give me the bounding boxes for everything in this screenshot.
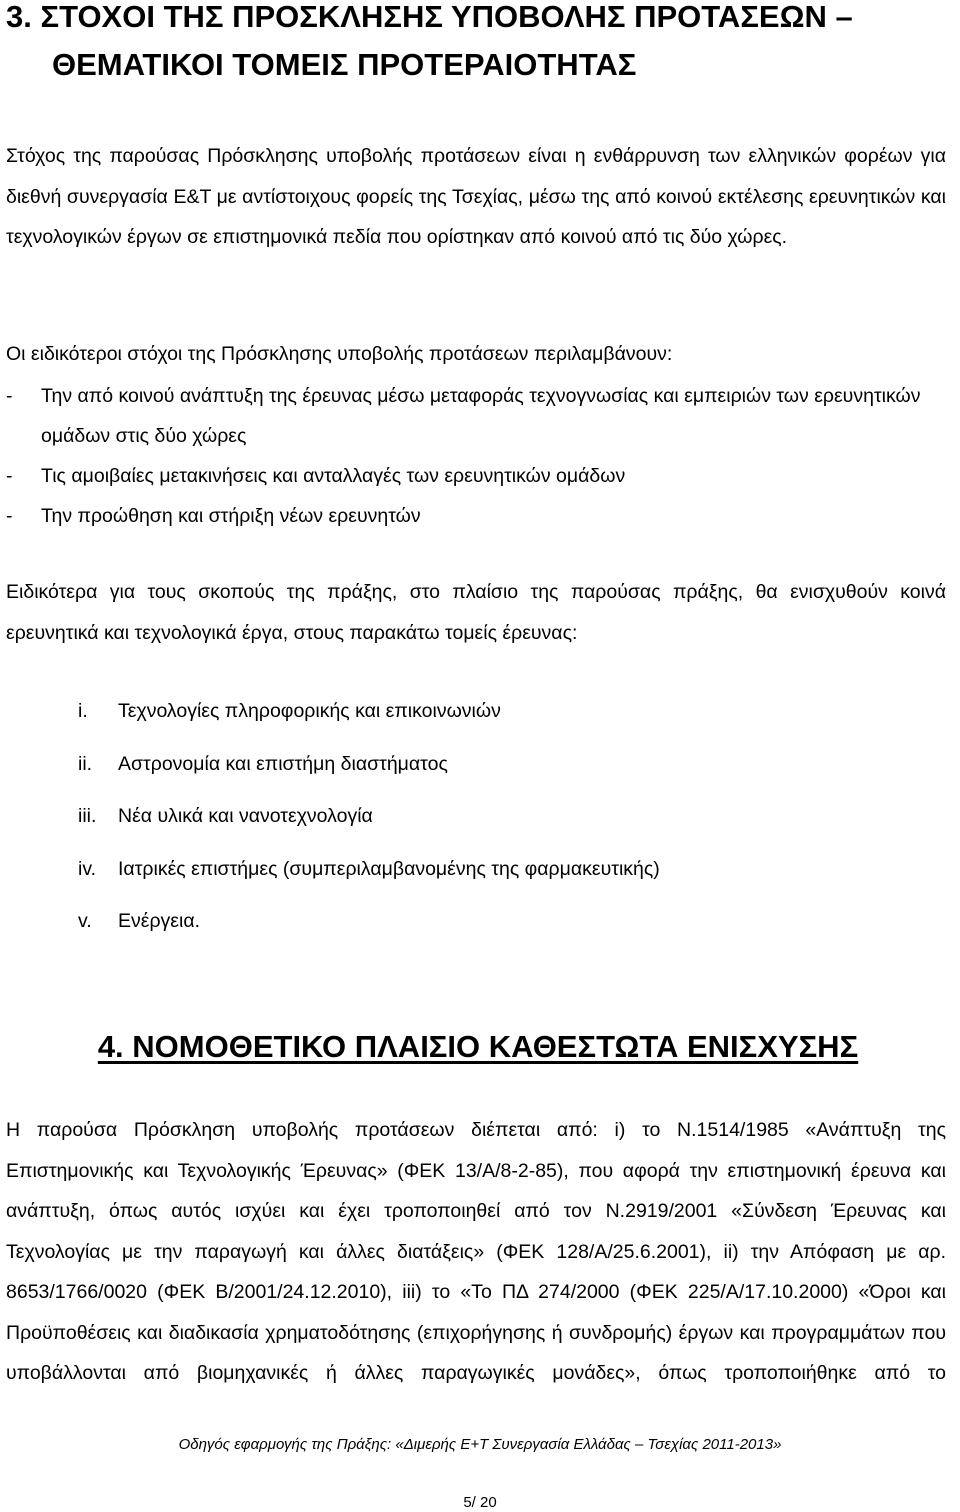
list-item xyxy=(6,376,950,456)
list-item-number: iii. xyxy=(78,805,97,827)
section-3-heading-line-2: ΘΕΜΑΤΙΚΟΙ ΤΟΜΕΙΣ ΠΡΟΤΕΡΑΙΟΤΗΤΑΣ xyxy=(52,47,637,82)
list-item xyxy=(78,801,938,854)
list-item-text: Νέα υλικά και νανοτεχνολογία xyxy=(118,805,373,827)
list-item xyxy=(6,496,950,536)
section-4-heading: 4. ΝΟΜΟΘΕΤΙΚΟ ΠΛΑΙΣΙΟ ΚΑΘΕΣΤΩΤΑ ΕΝΙΣΧΥΣΗΣ xyxy=(97,1029,859,1064)
list-item-number: v. xyxy=(78,910,92,932)
list-item xyxy=(6,456,950,496)
sectors-intro: Ειδικότερα για τους σκοπούς της πράξης, στο πλαίσιο της παρούσας πράξης, θα ενισχυθούν κοινά ερευνητικά και τεχνολογικά έργα, στους παρακάτω τομείς έρευνας: xyxy=(6,581,946,644)
footer-guide-title: Οδηγός εφαρμογής της Πράξης: «Διμερής Ε+Τ Συνεργασία Ελλάδας – Τσεχίας 2011-2013» xyxy=(178,1436,782,1453)
legal-framework-paragraph: Η παρούσα Πρόσκληση υποβολής προτάσεων διέπεται από: i) το Ν.1514/1985 «Ανάπτυξη της Επιστημονικής και Τεχνολογικής Έρευνας» (ΦΕΚ 13/Α/8-2-85), που αφορά την επιστημονική έρευνα και ανάπτυξη, όπως αυτός ισχύει και έχει τροποποιηθεί από τον Ν.2919/2001 «Σύνδεση Έρευνας και Τεχνολογίας με την παραγωγή και άλλες διατάξεις» (ΦΕΚ 128/Α/25.6.2001), ii) την Απόφαση με αρ. 8653/1766/0020 (ΦΕΚ Β/2001/24.12.2010), iii) το «Το ΠΔ 274/2000 (ΦΕΚ 225/Α/17.10.2000) «Όροι και Προϋποθέσεις και διαδικασία χρηματοδότησης (επιχορήγησης ή συνδρομής) έργων και προγραμμάτων που υποβάλλονται από βιομηχανικές ή άλλες παραγωγικές μονάδες», όπως τροποποιήθηκε από το xyxy=(6,1119,946,1384)
section-3-heading-line-1: 3. ΣΤΟΧΟΙ ΤΗΣ ΠΡΟΣΚΛΗΣΗΣ ΥΠΟΒΟΛΗΣ ΠΡΟΤΑΣΕΩΝ – xyxy=(6,0,853,34)
dash-bullet: - xyxy=(6,465,13,487)
list-item-number: ii. xyxy=(78,752,93,775)
sectors-list xyxy=(78,696,938,959)
dash-bullet: - xyxy=(6,385,13,407)
intro-paragraph: Στόχος της παρούσας Πρόσκλησης υποβολής προτάσεων είναι η ενθάρρυνση των ελληνικών φορέων για διεθνή συνεργασία Ε&Τ με αντίστοιχους φορείς της Τσεχίας, μέσω της από κοινού εκτέλεσης ερευνητικών και τεχνολογικών έργων σε επιστημονικά πεδία που ορίστηκαν από κοινού από τις δύο χώρες. xyxy=(6,145,946,248)
objectives-list xyxy=(6,376,950,536)
list-item xyxy=(78,854,938,907)
dash-bullet: - xyxy=(6,505,13,527)
list-item-text: Την προώθηση και στήριξη νέων ερευνητών xyxy=(41,505,421,527)
objectives-intro: Οι ειδικότεροι στόχοι της Πρόσκλησης υποβολής προτάσεων περιλαμβάνουν: xyxy=(6,343,673,365)
list-item-text: Τεχνολογίες πληροφορικής και επικοινωνιών xyxy=(118,700,501,722)
list-item-number: i. xyxy=(78,700,88,722)
list-item-text: Τις αμοιβαίες μετακινήσεις και ανταλλαγές των ερευνητικών ομάδων xyxy=(41,465,626,487)
list-item-text: Ενέργεια. xyxy=(118,910,201,932)
list-item xyxy=(78,906,938,959)
list-item-text: Αστρονομία και επιστήμη διαστήματος xyxy=(118,752,448,775)
list-item-number: iv. xyxy=(78,857,97,880)
list-item-text: Την από κοινού ανάπτυξη της έρευνας μέσω μεταφοράς τεχνογνωσίας και εμπειριών των ερευνητικών ομάδων στις δύο χώρες xyxy=(41,385,921,447)
list-item xyxy=(78,696,938,749)
list-item xyxy=(78,749,938,802)
page-number: 5/ 20 xyxy=(463,1494,497,1511)
list-item-text: Ιατρικές επιστήμες (συμπεριλαμβανομένης της φαρμακευτικής) xyxy=(118,857,660,880)
